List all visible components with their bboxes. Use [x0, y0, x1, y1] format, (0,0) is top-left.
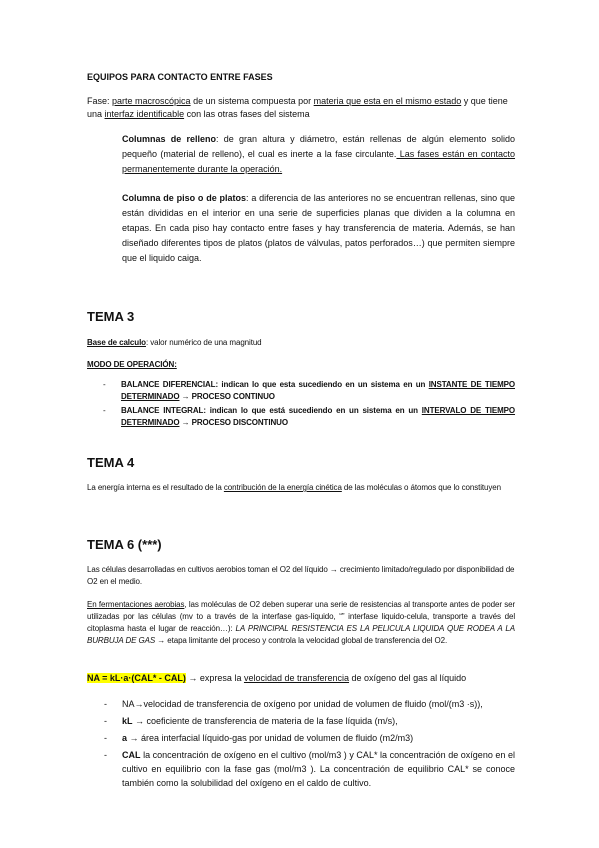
- balance-integral-underlined: INTERVALO DE TIEMPO DETERMINADO: [121, 406, 516, 427]
- list-dash: -: [104, 750, 107, 760]
- variable-text-kl: → coeficiente de transferencia de materia de la fase líquida (m/s),: [132, 716, 398, 726]
- fase-prefix: Fase:: [87, 96, 113, 106]
- list-item: [104, 748, 515, 790]
- columna-platos-paragraph: [122, 191, 515, 266]
- base-calculo-label: Base de calculo: [87, 338, 146, 347]
- fase-underline-1: parte macroscópica: [112, 96, 191, 106]
- fase-definition: [87, 95, 517, 121]
- base-calculo: [87, 337, 262, 349]
- variable-label-kl: kL: [122, 716, 133, 726]
- list-dash: -: [104, 716, 107, 726]
- list-dash: -: [103, 406, 106, 415]
- etapa-limitante-text: etapa limitante del proceso y controla la velocidad global de transferencia del O2.: [165, 636, 448, 645]
- balance-diferencial-text: BALANCE DIFERENCIAL: indican lo que esta sucediendo en un sistema en un: [121, 380, 429, 389]
- variable-label-cal: CAL: [122, 750, 141, 760]
- list-item: [104, 697, 515, 711]
- balance-diferencial-post: → PROCESO CONTINUO: [179, 392, 275, 401]
- formula-highlight: NA = kL·a·(CAL* - CAL): [87, 673, 186, 683]
- fase-underline-3: interfaz identificable: [104, 109, 185, 119]
- balance-integral-post: → PROCESO DISCONTINUO: [179, 418, 288, 427]
- variable-text-a: → área interfacial líquido-gas por unidad de volumen de fluido (m2/m3): [127, 733, 414, 743]
- columnas-relleno-underlined: Las fases están en contacto permanentemente durante la operación.: [122, 149, 516, 174]
- tema4-underlined: contribución de la energía cinética: [223, 483, 342, 492]
- variable-label-a: a: [122, 733, 128, 743]
- list-item: [103, 379, 515, 403]
- variable-text-na: →velocidad de transferencia de oxígeno por unidad de volumen de fluido (mol/(m3 ·s)),: [134, 699, 483, 709]
- columnas-relleno-label: Columnas de relleno: [122, 134, 217, 144]
- balance-list: [103, 379, 516, 429]
- formula-post: de oxígeno del gas al líquido: [349, 673, 467, 683]
- formula-pre: → expresa la: [185, 673, 244, 683]
- fase-text-2: y que tiene una: [87, 96, 508, 119]
- tema6-heading: TEMA 6 (***): [87, 537, 162, 552]
- list-dash: -: [104, 733, 107, 743]
- columnas-relleno-paragraph: [122, 132, 515, 177]
- modo-operacion: MODO DE OPERACIÓN:: [87, 360, 177, 369]
- formula-underlined: velocidad de transferencia: [243, 673, 350, 683]
- balance-integral-text: BALANCE INTEGRAL: indican lo que está sucediendo en un sistema en un: [121, 406, 422, 415]
- columnas-relleno-text: : de gran altura y diámetro, están rellenas de algún elemento solido pequeño (material de relleno), el cual es inerte a la fase circulante.: [122, 134, 515, 159]
- list-dash: -: [103, 380, 106, 389]
- list-item: [103, 405, 516, 429]
- columna-platos-label: Columna de piso o de platos: [122, 193, 247, 203]
- tema4-heading: TEMA 4: [87, 455, 135, 470]
- fase-text-1: de un sistema compuesta por: [190, 96, 314, 106]
- fase-text-3: con las otras fases del sistema: [184, 109, 310, 119]
- base-calculo-text: : valor numérico de una magnitud: [145, 338, 262, 347]
- list-item: [104, 714, 515, 728]
- fermentaciones-underlined: En fermentaciones aerobias: [87, 600, 185, 609]
- section-title: EQUIPOS PARA CONTACTO ENTRE FASES: [87, 72, 273, 82]
- variable-label-na: NA: [122, 699, 135, 709]
- list-dash: -: [104, 699, 107, 709]
- variable-text-cal: la concentración de oxígeno en el cultivo (mol/m3 ) y CAL* la concentración de oxígeno en el cultivo en equilibrio con la fase gas (mol/m3 ). La concentración de equilibrio CAL* se conoce también como la solubilidad del oxígeno en el caldo de cultivo.: [122, 750, 515, 788]
- tema4-text-post: de las moléculas o átomos que lo constituyen: [341, 483, 501, 492]
- formula-line: [87, 672, 527, 685]
- list-item: [104, 731, 515, 745]
- tema6-paragraph-2: [87, 599, 515, 647]
- columna-platos-text: : a diferencia de las anteriores no se encuentran rellenas, sino que están divididas en el interior en una serie de superficies planas que dividen a la columna en etapas. En cada piso hay contacto entre fases y hay transferencia de materia. Además, se han diseñado diferentes tipos de platos (platos de válvulas, patos perforados…) que permiten siempre que el liquido caiga.: [122, 193, 515, 263]
- tema6-paragraph-1: Las células desarrolladas en cultivos aerobios toman el O2 del líquido → crecimiento limitado/regulado por disponibilidad de O2 en el medio.: [87, 565, 515, 586]
- fase-underline-2: materia que esta en el mismo estado: [313, 96, 462, 106]
- variables-list: [104, 697, 515, 790]
- tema3-heading: TEMA 3: [87, 309, 135, 324]
- tema4-text-pre: La energía interna es el resultado de la: [87, 483, 224, 492]
- principal-resistencia-italic: LA PRINCIPAL RESISTENCIA ES LA PELICULA LIQUIDA QUE RODEA A LA BURBUJA DE GAS →: [87, 624, 515, 645]
- fermentaciones-text: , las moléculas de O2 deben superar una serie de resistencias al transporte antes de poder ser utilizadas por las células (mv to a través de la interfase gas-líquido, “” interfase liquido-celula, transporte a través del citoplasma hasta el lugar de reacción…):: [87, 600, 516, 633]
- tema4-paragraph: [87, 482, 515, 494]
- balance-diferencial-underlined: INSTANTE DE TIEMPO DETERMINADO: [121, 380, 515, 401]
